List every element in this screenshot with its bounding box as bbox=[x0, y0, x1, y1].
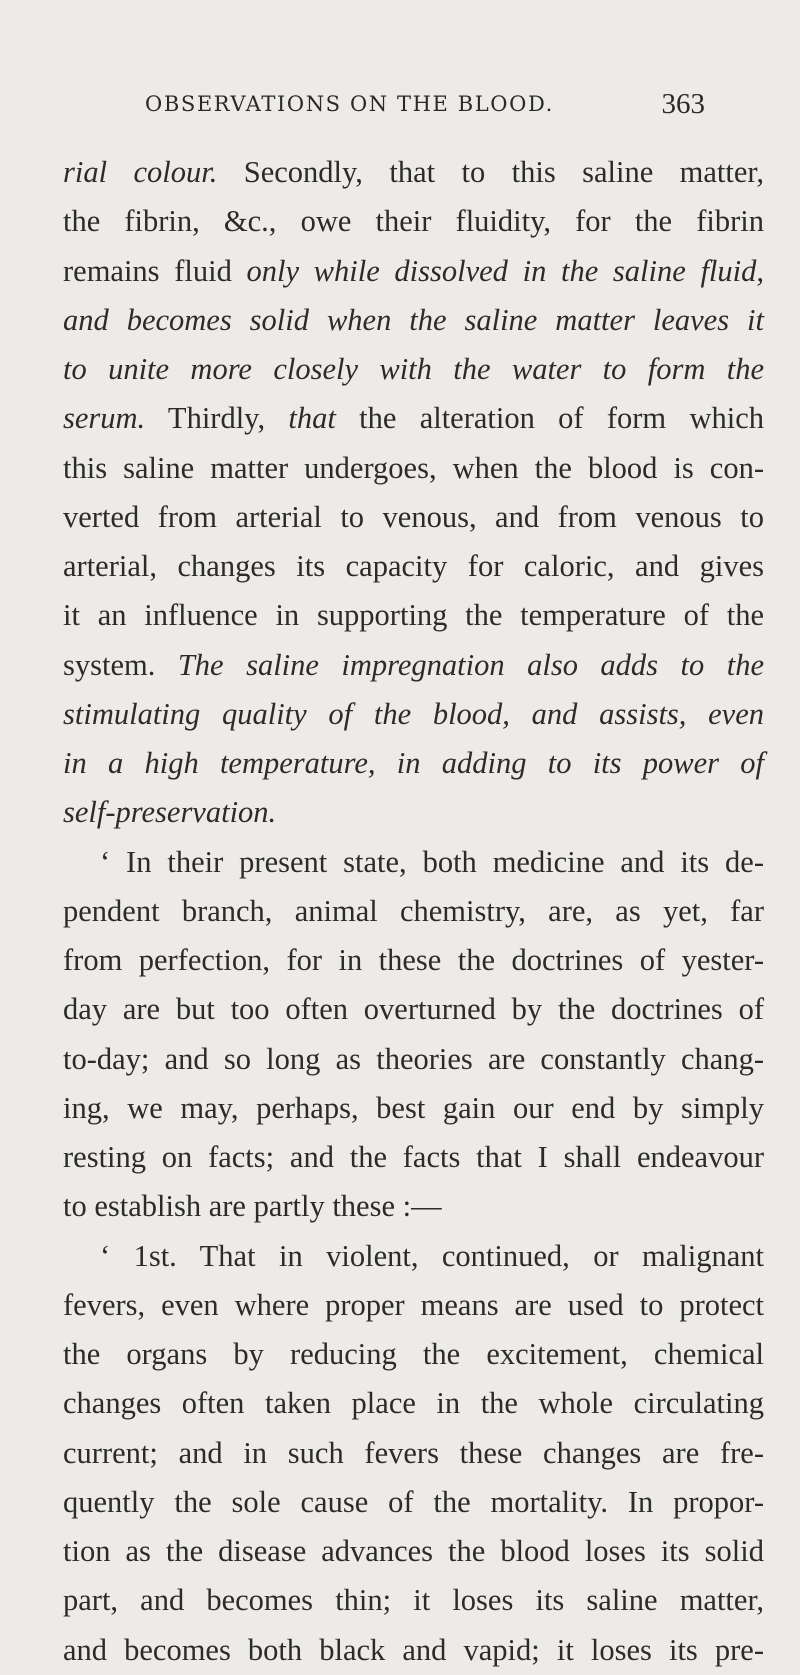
text-segment: resting on facts; and the facts that I shall endeavour bbox=[63, 1140, 764, 1174]
text-segment: verted from arterial to venous, and from venous to bbox=[63, 499, 764, 534]
text-segment: arterial, changes its capacity for caloric, and gives bbox=[63, 549, 764, 583]
text-line bbox=[63, 1379, 764, 1428]
text-segment: fevers, even where proper means are used to protect bbox=[63, 1287, 764, 1322]
text-segment: to establish are partly these :— bbox=[63, 1189, 442, 1224]
text-line bbox=[63, 1182, 764, 1231]
text-segment: changes often taken place in the whole circulating bbox=[63, 1386, 764, 1421]
text-line bbox=[63, 641, 764, 690]
text-segment: the alteration of form which bbox=[335, 401, 764, 436]
text-segment: and becomes both black and vapid; it loses its pre- bbox=[63, 1632, 764, 1667]
page-header bbox=[145, 88, 705, 132]
italic-text: stimulating quality of the blood, and assists, even bbox=[63, 696, 764, 731]
text-line bbox=[63, 394, 764, 443]
text-line bbox=[63, 739, 764, 788]
text-segment: ‘ 1st. That in violent, continued, or malignant bbox=[100, 1238, 764, 1273]
text-line bbox=[63, 1429, 764, 1478]
italic-text: The saline impregnation also adds to the bbox=[177, 647, 764, 682]
text-segment: day are but too often overturned by the doctrines of bbox=[63, 992, 764, 1027]
text-segment: the organs by reducing the excitement, chemical bbox=[63, 1337, 764, 1371]
text-segment: quently the sole cause of the mortality. In propor- bbox=[63, 1484, 764, 1519]
italic-text: that bbox=[288, 401, 336, 436]
text-line bbox=[63, 1133, 764, 1182]
text-line bbox=[63, 444, 764, 493]
text-line bbox=[63, 936, 764, 985]
text-line bbox=[63, 197, 764, 246]
text-segment: tion as the disease advances the blood loses its solid bbox=[63, 1534, 764, 1568]
text-line bbox=[63, 1478, 764, 1527]
page-number: 363 bbox=[661, 88, 705, 120]
text-line bbox=[63, 985, 764, 1034]
text-line bbox=[63, 1330, 764, 1379]
italic-text: only while dissolved in the saline fluid, bbox=[246, 253, 764, 288]
text-segment: Thirdly, bbox=[145, 401, 289, 436]
text-line bbox=[63, 493, 764, 542]
text-line bbox=[63, 542, 764, 591]
text-line bbox=[63, 1084, 764, 1133]
text-segment: ing, we may, perhaps, best gain our end by simply bbox=[63, 1090, 764, 1125]
text-line bbox=[63, 887, 764, 936]
text-line bbox=[63, 247, 764, 296]
text-segment: ‘ In their present state, both medicine and its de- bbox=[100, 844, 764, 879]
text-line bbox=[63, 296, 764, 345]
italic-text: rial colour. bbox=[63, 155, 218, 189]
text-segment: Secondly, that to this saline matter, bbox=[217, 155, 764, 189]
italic-text: self-preservation. bbox=[63, 795, 277, 830]
text-segment: pendent branch, animal chemistry, are, as yet, far bbox=[63, 893, 764, 928]
text-line bbox=[63, 1626, 764, 1675]
text-line bbox=[63, 1527, 764, 1576]
text-line bbox=[63, 788, 764, 837]
text-segment: it an influence in supporting the temperature of the bbox=[63, 598, 764, 633]
text-line bbox=[63, 591, 764, 640]
italic-text: serum. bbox=[63, 401, 146, 436]
text-segment: part, and becomes thin; it loses its saline matter, bbox=[63, 1583, 764, 1618]
running-title: OBSERVATIONS ON THE BLOOD. bbox=[145, 92, 554, 116]
text-segment: from perfection, for in these the doctrines of yester- bbox=[63, 943, 764, 977]
body-text bbox=[63, 148, 764, 1675]
text-segment: the fibrin, &c., owe their fluidity, for the fibrin bbox=[63, 204, 764, 239]
text-line bbox=[63, 1232, 764, 1281]
italic-text: in a high temperature, in adding to its power of bbox=[63, 746, 764, 780]
text-segment: system. bbox=[63, 647, 178, 682]
text-line bbox=[63, 690, 764, 739]
text-segment: to-day; and so long as theories are constantly chang- bbox=[63, 1041, 764, 1076]
text-line bbox=[63, 148, 764, 197]
text-line bbox=[63, 345, 764, 394]
text-line bbox=[63, 838, 764, 887]
text-line bbox=[63, 1281, 764, 1330]
italic-text: and becomes solid when the saline matter leaves it bbox=[63, 302, 764, 337]
italic-text: to unite more closely with the water to form the bbox=[63, 352, 764, 386]
text-line bbox=[63, 1035, 764, 1084]
text-segment: current; and in such fevers these changes are fre- bbox=[63, 1435, 764, 1470]
text-segment: remains fluid bbox=[63, 253, 247, 288]
text-segment: this saline matter undergoes, when the blood is con- bbox=[63, 450, 764, 485]
text-line bbox=[63, 1576, 764, 1625]
